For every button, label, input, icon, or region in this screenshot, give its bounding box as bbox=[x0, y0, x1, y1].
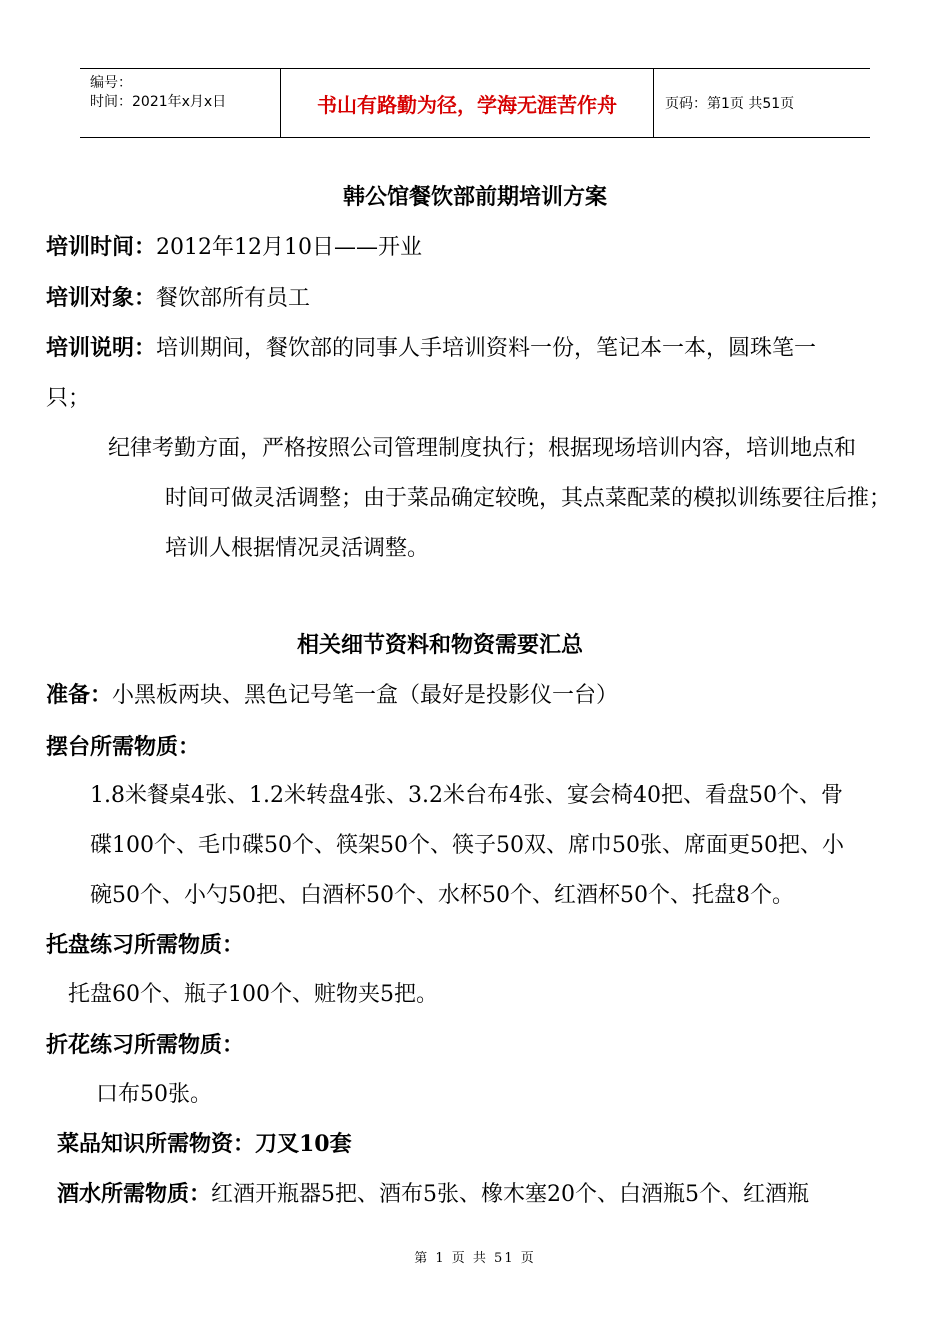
training-note-label: 培训说明： bbox=[46, 335, 157, 361]
training-target-value: 餐饮部所有员工 bbox=[156, 286, 311, 311]
training-note-text-1: 培训期间，餐饮部的同事人手培训资料一份，笔记本一本，圆珠笔一 bbox=[156, 336, 817, 361]
training-target-label: 培训对象： bbox=[46, 285, 157, 311]
setting-label: 摆台所需物质： bbox=[46, 734, 201, 760]
page-header bbox=[80, 68, 870, 138]
training-note-line1 bbox=[46, 331, 816, 362]
drinks-value: 红酒开瓶器5把、酒布5张、橡木塞20个、白酒瓶5个、红酒瓶 bbox=[211, 1182, 810, 1207]
header-meta-cell bbox=[80, 69, 281, 137]
section2-title: 相关细节资料和物资需要汇总 bbox=[296, 632, 583, 658]
training-target bbox=[46, 281, 310, 312]
training-time-label: 培训时间： bbox=[46, 234, 157, 260]
header-page-info: 页码：第1页 共51页 bbox=[665, 96, 795, 112]
setting-line1: 1.8米餐桌4张、1.2米转盘4张、3.2米台布4张、宴会椅40把、看盘50个、骨 bbox=[90, 783, 843, 808]
tray-value: 托盘60个、瓶子100个、赃物夹5把。 bbox=[68, 982, 438, 1007]
header-motto: 书山有路勤为径，学海无涯苦作舟 bbox=[281, 69, 654, 137]
prepare-line bbox=[46, 678, 618, 709]
training-note-line4: 时间可做灵活调整；由于菜品确定较晚，其点菜配菜的模拟训练要往后推； bbox=[165, 486, 892, 511]
training-note-line3: 纪律考勤方面，严格按照公司管理制度执行；根据现场培训内容，培训地点和 bbox=[108, 436, 857, 461]
page-footer: 第 1 页 共 51 页 bbox=[414, 1251, 536, 1266]
training-note-line2: 只； bbox=[46, 386, 91, 411]
setting-line2: 碟100个、毛巾碟50个、筷架50个、筷子50双、席巾50张、席面更50把、小 bbox=[90, 833, 844, 858]
document-title: 韩公馆餐饮部前期培训方案 bbox=[342, 184, 607, 210]
date-line: 时间：2021年x月x日 bbox=[90, 94, 227, 110]
dish-line: 菜品知识所需物资：刀叉10套 bbox=[57, 1131, 352, 1157]
prepare-label: 准备： bbox=[46, 682, 113, 708]
fold-value: 口布50张。 bbox=[96, 1082, 212, 1107]
drinks-label: 酒水所需物质： bbox=[57, 1181, 212, 1207]
setting-line3: 碗50个、小勺50把、白酒杯50个、水杯50个、红酒杯50个、托盘8个。 bbox=[90, 883, 794, 908]
prepare-value: 小黑板两块、黑色记号笔一盒（最好是投影仪一台） bbox=[112, 683, 619, 708]
fold-label: 折花练习所需物质： bbox=[46, 1032, 245, 1058]
training-note-line5: 培训人根据情况灵活调整。 bbox=[165, 536, 430, 561]
drinks-line bbox=[57, 1177, 809, 1208]
training-time bbox=[46, 230, 422, 261]
training-time-value: 2012年12月10日——开业 bbox=[156, 235, 422, 260]
tray-label: 托盘练习所需物质： bbox=[46, 932, 245, 958]
serial-label: 编号： bbox=[90, 75, 132, 91]
